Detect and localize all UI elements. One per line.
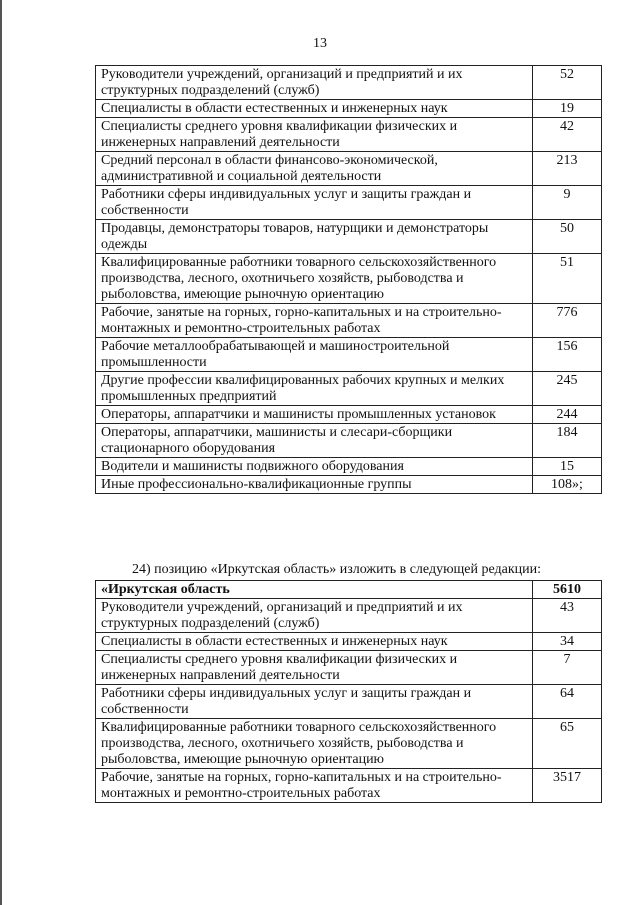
region-name: «Иркутская область	[96, 581, 533, 599]
row-label: Специалисты в области естественных и инженерных наук	[96, 100, 533, 118]
row-value: 42	[533, 118, 602, 152]
table-row	[96, 458, 602, 476]
table-row	[96, 685, 602, 719]
table-row	[96, 220, 602, 254]
row-label: Операторы, аппаратчики, машинисты и слесари-сборщики стационарного оборудования	[96, 424, 533, 458]
row-value: 3517	[533, 769, 602, 803]
row-value: 50	[533, 220, 602, 254]
row-value: 9	[533, 186, 602, 220]
table-row	[96, 633, 602, 651]
occupation-table-2	[95, 580, 602, 803]
table-row	[96, 338, 602, 372]
row-value: 156	[533, 338, 602, 372]
row-value: 43	[533, 599, 602, 633]
table-row	[96, 372, 602, 406]
region-header-row	[96, 581, 602, 599]
table-row	[96, 599, 602, 633]
row-label: Рабочие металлообрабатывающей и машиностроительной промышленности	[96, 338, 533, 372]
page-number: 13	[313, 36, 327, 51]
table-row	[96, 651, 602, 685]
amendment-instruction: 24) позицию «Иркутская область» изложить в следующей редакции:	[132, 562, 542, 577]
table-row	[96, 476, 602, 494]
row-value: 245	[533, 372, 602, 406]
table-row	[96, 118, 602, 152]
row-label: Водители и машинисты подвижного оборудования	[96, 458, 533, 476]
table-row	[96, 406, 602, 424]
row-label: Рабочие, занятые на горных, горно-капитальных и на строительно-монтажных и ремонтно-строительных работах	[96, 304, 533, 338]
row-value: 52	[533, 66, 602, 100]
row-value: 776	[533, 304, 602, 338]
row-label: Специалисты среднего уровня квалификации физических и инженерных направлений деятельности	[96, 118, 533, 152]
region-total: 5610	[533, 581, 602, 599]
row-label: Специалисты среднего уровня квалификации физических и инженерных направлений деятельности	[96, 651, 533, 685]
row-label: Работники сферы индивидуальных услуг и защиты граждан и собственности	[96, 685, 533, 719]
occupation-table-1	[95, 65, 602, 494]
table-row	[96, 304, 602, 338]
row-label: Иные профессионально-квалификационные группы	[96, 476, 533, 494]
row-value: 108»;	[533, 476, 602, 494]
row-label: Работники сферы индивидуальных услуг и защиты граждан и собственности	[96, 186, 533, 220]
row-label: Другие профессии квалифицированных рабочих крупных и мелких промышленных предприятий	[96, 372, 533, 406]
row-label: Квалифицированные работники товарного сельскохозяйственного производства, лесного, охотничьего хозяйств, рыбоводства и рыболовства, имеющие рыночную ориентацию	[96, 719, 533, 769]
row-label: Руководители учреждений, организаций и предприятий и их структурных подразделений (служб)	[96, 599, 533, 633]
table-row	[96, 254, 602, 304]
table-row	[96, 719, 602, 769]
row-label: Руководители учреждений, организаций и предприятий и их структурных подразделений (служб)	[96, 66, 533, 100]
row-label: Операторы, аппаратчики и машинисты промышленных установок	[96, 406, 533, 424]
row-value: 213	[533, 152, 602, 186]
row-value: 15	[533, 458, 602, 476]
row-label: Квалифицированные работники товарного сельскохозяйственного производства, лесного, охотничьего хозяйств, рыбоводства и рыболовства, имеющие рыночную ориентацию	[96, 254, 533, 304]
row-value: 19	[533, 100, 602, 118]
table-row	[96, 152, 602, 186]
table-row	[96, 769, 602, 803]
row-value: 65	[533, 719, 602, 769]
row-value: 51	[533, 254, 602, 304]
row-value: 34	[533, 633, 602, 651]
row-value: 7	[533, 651, 602, 685]
table-row	[96, 424, 602, 458]
table-row	[96, 186, 602, 220]
row-value: 184	[533, 424, 602, 458]
row-label: Средний персонал в области финансово-экономической, административной и социальной деятельности	[96, 152, 533, 186]
row-label: Рабочие, занятые на горных, горно-капитальных и на строительно-монтажных и ремонтно-строительных работах	[96, 769, 533, 803]
row-label: Специалисты в области естественных и инженерных наук	[96, 633, 533, 651]
row-value: 244	[533, 406, 602, 424]
table-row	[96, 100, 602, 118]
scan-edge	[0, 0, 2, 905]
row-label: Продавцы, демонстраторы товаров, натурщики и демонстраторы одежды	[96, 220, 533, 254]
row-value: 64	[533, 685, 602, 719]
table-row	[96, 66, 602, 100]
